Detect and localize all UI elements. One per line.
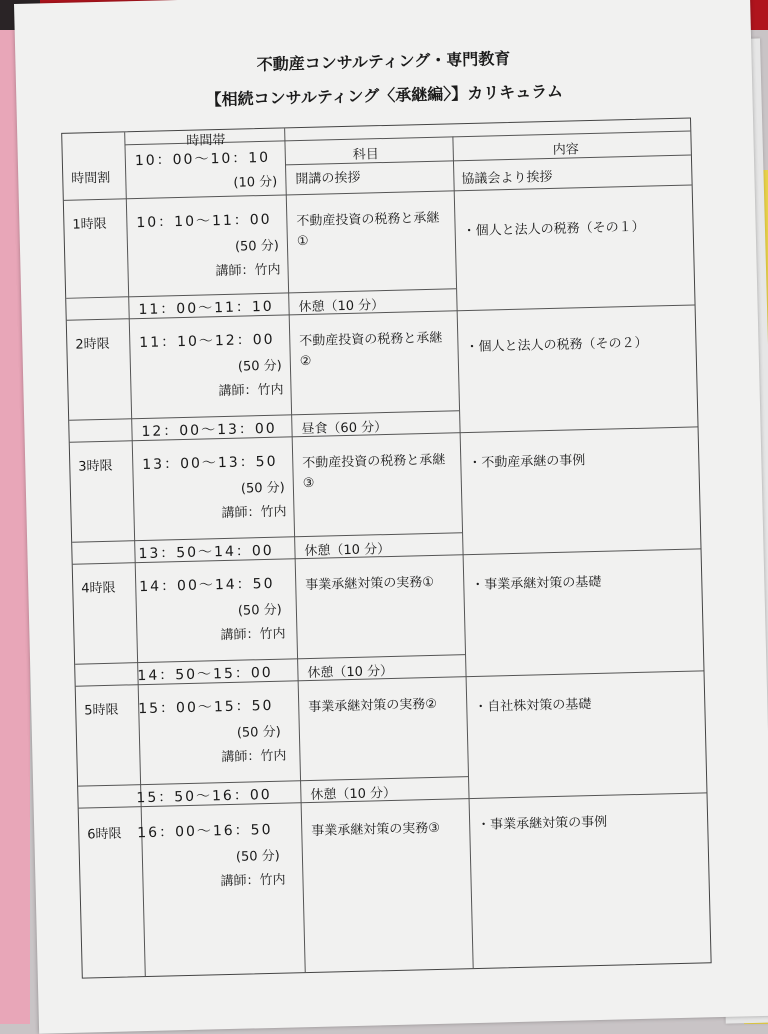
opening-subject: 開講の挨拶 xyxy=(295,170,361,188)
period-time: 10：10〜11：00 xyxy=(136,211,272,232)
row-rule xyxy=(78,776,468,787)
period-subject-number: ① xyxy=(296,233,309,250)
period-time: 13：00〜13：50 xyxy=(142,453,278,474)
header-subject: 科目 xyxy=(352,147,379,163)
period-lecturer: 講師：竹内 xyxy=(221,504,287,522)
period-subject: 事業承継対策の実務① xyxy=(305,574,435,594)
break-label: 昼食（60 分） xyxy=(301,420,388,438)
period-label: 4時限 xyxy=(81,580,116,597)
period-label: 1時限 xyxy=(72,216,107,233)
header-rule-subject xyxy=(285,155,691,166)
opening-duration: (10 分) xyxy=(233,174,278,191)
period-time: 14：00〜14：50 xyxy=(139,575,275,596)
period-content: ・個人と法人の税務（その２） xyxy=(465,335,648,356)
curriculum-table xyxy=(61,117,711,978)
period-duration: (50 分) xyxy=(240,480,285,497)
period-content: ・自社株対策の基礎 xyxy=(474,697,592,715)
period-subject: 事業承継対策の実務③ xyxy=(311,820,441,839)
period-duration: (50 分) xyxy=(237,602,282,619)
period-content: ・不動産承継の事例 xyxy=(468,453,586,472)
break-time: 15：50〜16：00 xyxy=(136,786,272,807)
period-duration: (50 分) xyxy=(236,724,281,741)
row-rule-opening xyxy=(64,184,692,200)
opening-content: 協議会より挨拶 xyxy=(461,169,553,188)
break-label: 休憩（10 分） xyxy=(307,663,394,682)
period-label: 3時限 xyxy=(78,458,113,475)
break-time: 14：50〜15：00 xyxy=(137,664,273,685)
period-duration: (50 分) xyxy=(234,238,280,255)
document-subtitle: 【相続コンサルティング〈承継編〉】カリキュラム xyxy=(205,81,564,110)
col-divider-time xyxy=(284,128,306,972)
period-lecturer: 講師：竹内 xyxy=(221,748,287,766)
period-content: ・事業承継対策の基礎 xyxy=(471,574,602,593)
break-time: 13：50〜14：00 xyxy=(138,542,274,563)
period-label: 2時限 xyxy=(75,336,110,353)
col-divider-subject xyxy=(452,136,473,968)
header-content: 内容 xyxy=(552,142,579,158)
period-label: 5時限 xyxy=(84,702,119,719)
header-jikanwari: 時間割 xyxy=(71,170,111,187)
period-subject-number: ② xyxy=(299,353,312,370)
period-lecturer: 講師：竹内 xyxy=(220,872,286,890)
period-time: 11：10〜12：00 xyxy=(139,331,275,352)
period-lecturer: 講師：竹内 xyxy=(218,382,284,400)
break-time: 11：00〜11：10 xyxy=(138,298,274,319)
period-content: ・個人と法人の税務（その１） xyxy=(462,219,645,240)
break-label: 休憩（10 分） xyxy=(304,541,391,560)
break-label: 休憩（10 分） xyxy=(298,298,385,316)
break-time: 12：00〜13：00 xyxy=(141,420,277,441)
period-subject: 不動産投資の税務と承継 xyxy=(299,330,443,350)
period-label: 6時限 xyxy=(87,826,122,843)
break-label: 休憩（10 分） xyxy=(310,785,397,803)
period-subject-number: ③ xyxy=(302,475,315,492)
curriculum-sheet xyxy=(14,0,768,1034)
period-subject: 事業承継対策の実務② xyxy=(308,696,438,716)
period-lecturer: 講師：竹内 xyxy=(215,262,281,280)
period-lecturer: 講師：竹内 xyxy=(220,626,286,644)
opening-time: 10：00〜10：10 xyxy=(134,149,271,170)
period-subject: 不動産投資の税務と承継 xyxy=(296,210,440,230)
document-title: 不動産コンサルティング・専門教育 xyxy=(256,48,511,75)
period-duration: (50 分) xyxy=(235,848,280,865)
period-time: 16：00〜16：50 xyxy=(137,821,273,842)
header-time-band: 時間帯 xyxy=(186,132,226,149)
period-content: ・事業承継対策の事例 xyxy=(477,814,608,833)
period-duration: (50 分) xyxy=(237,358,282,375)
period-time: 15：00〜15：50 xyxy=(138,697,274,718)
period-subject: 不動産投資の税務と承継 xyxy=(302,452,446,472)
